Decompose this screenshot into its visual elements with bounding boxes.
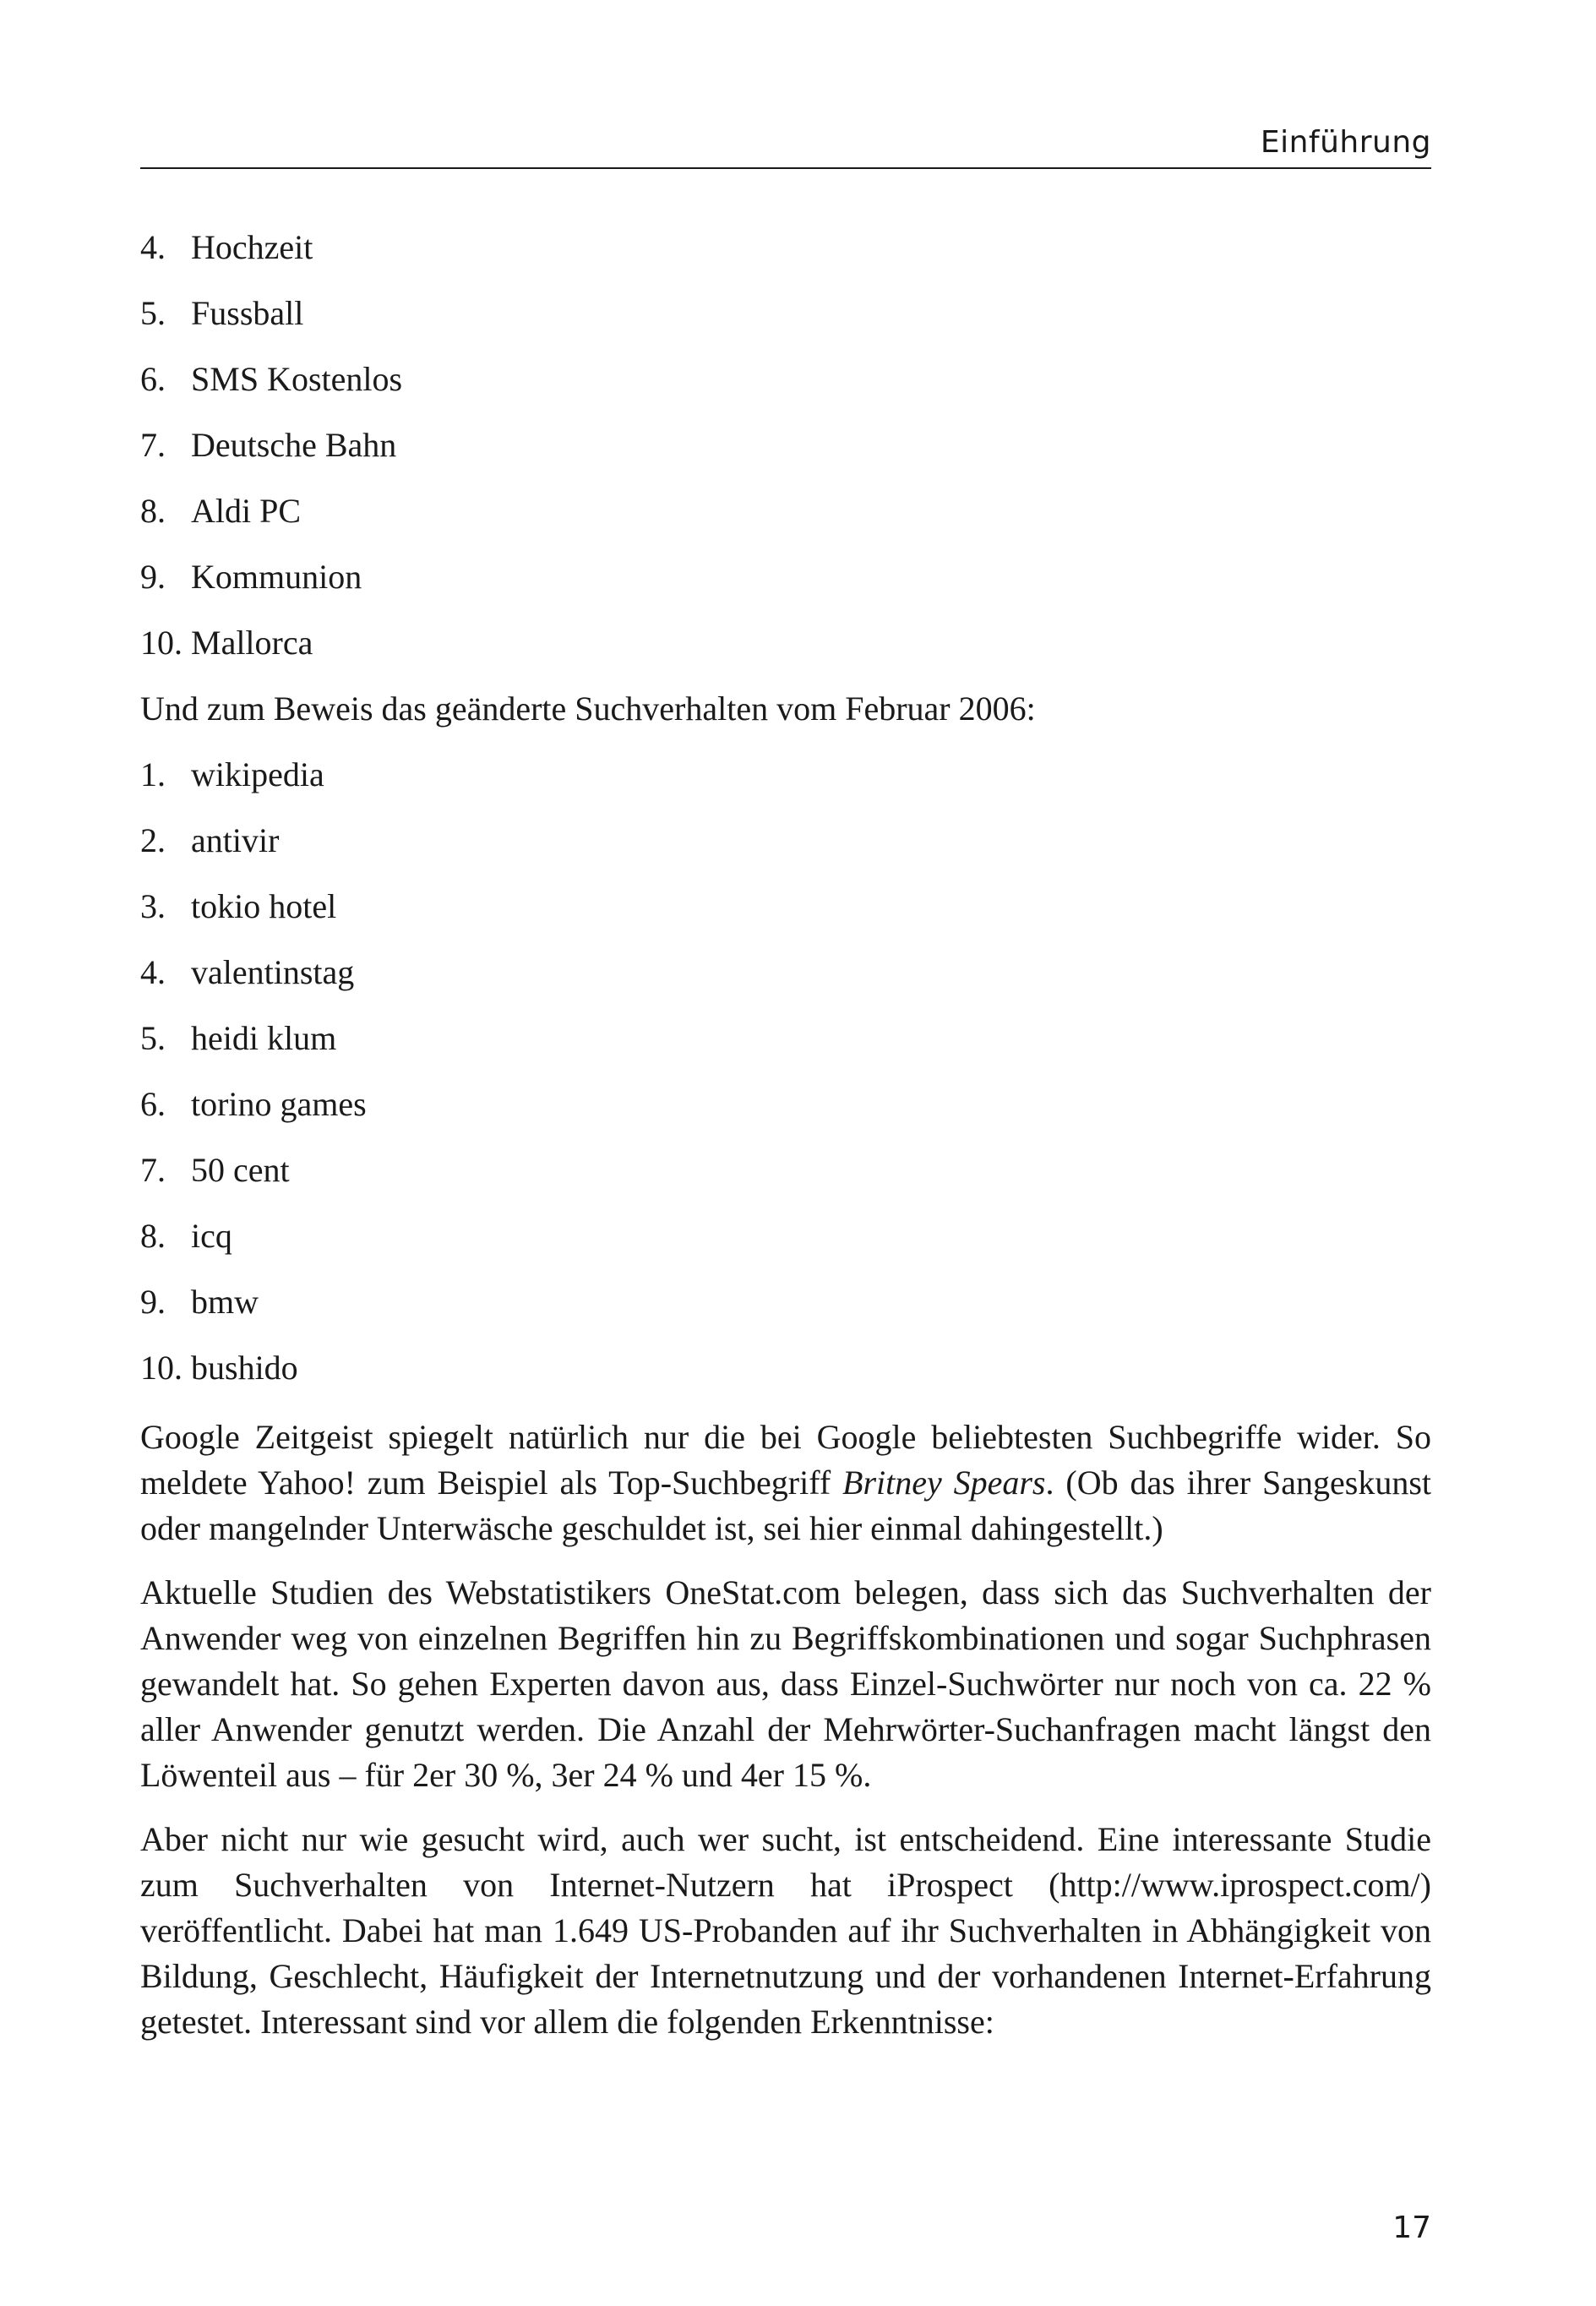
list-item: [140, 1345, 1431, 1411]
list-number: 2.: [140, 821, 166, 859]
list-number: 5.: [140, 294, 166, 332]
list-number: 8.: [140, 1217, 166, 1255]
list-text: bushido: [191, 1349, 298, 1387]
list-number: 5.: [140, 1019, 166, 1057]
list-item: [140, 950, 1431, 1016]
list-text: Hochzeit: [191, 228, 313, 266]
list-number: 9.: [140, 558, 166, 596]
list-text: antivir: [191, 821, 280, 859]
paragraph-google-zeitgeist: [140, 1415, 1431, 1551]
list-item: [140, 488, 1431, 554]
list-number: 1.: [140, 755, 166, 793]
chapter-title: Einführung: [1260, 125, 1431, 160]
list-item: [140, 225, 1431, 291]
list-text: bmw: [191, 1283, 259, 1321]
paragraph-text: Google Zeitgeist spiegelt natürlich nur die bei Google beliebtesten Suchbegriffe wider. So meldete Yahoo! zum Beispiel als Top-Suchbegriff: [140, 1418, 1431, 1502]
list-item: [140, 291, 1431, 357]
search-terms-list-february-2006: [140, 752, 1431, 1411]
list-item: [140, 1213, 1431, 1279]
list-item: [140, 818, 1431, 884]
list-item: [140, 1148, 1431, 1213]
intro-sentence: Und zum Beweis das geänderte Suchverhalten vom Februar 2006:: [140, 690, 1036, 728]
list-number: 9.: [140, 1283, 166, 1321]
list-number: 10.: [140, 1349, 182, 1387]
list-item: [140, 357, 1431, 422]
list-text: heidi klum: [191, 1019, 337, 1057]
list-number: 4.: [140, 953, 166, 991]
list-text: 50 cent: [191, 1151, 290, 1189]
paragraph-text: . (Ob das ihrer Sangeskunst oder mangelnder Unterwäsche geschuldet ist, sei hier einmal dahingestellt.): [140, 1464, 1432, 1547]
list-item: [140, 884, 1431, 950]
list-text: torino games: [191, 1085, 367, 1123]
list-item: [140, 752, 1431, 818]
list-text: Aldi PC: [191, 492, 302, 530]
list-text: Mallorca: [191, 624, 313, 662]
list-item: [140, 1082, 1431, 1148]
running-header: [140, 118, 1431, 169]
list-text: wikipedia: [191, 755, 324, 793]
search-terms-list-earlier: [140, 225, 1431, 686]
list-number: 3.: [140, 887, 166, 925]
list-item: [140, 1279, 1431, 1345]
list-number: 10.: [140, 624, 182, 662]
list-number: 4.: [140, 228, 166, 266]
list-text: Fussball: [191, 294, 304, 332]
list-text: tokio hotel: [191, 887, 337, 925]
list-text: valentinstag: [191, 953, 355, 991]
list-number: 7.: [140, 1151, 166, 1189]
list-item: [140, 554, 1431, 620]
list-text: SMS Kostenlos: [191, 360, 403, 398]
page-number: 17: [1392, 2211, 1431, 2245]
list-item: [140, 1016, 1431, 1082]
list-text: Deutsche Bahn: [191, 426, 397, 464]
list-number: 6.: [140, 1085, 166, 1123]
paragraph-iprospect: Aber nicht nur wie gesucht wird, auch wer sucht, ist entscheidend. Eine interessante Studie zum Suchverhalten von Internet-Nutzern hat iProspect (http://www.iprospect.com/) veröffentlicht. Dabei hat man 1.649 US-Probanden auf ihr Suchverhalten in Abhängigkeit von Bildung, Geschlecht, Häufigkeit der Internetnutzung und der vorhandenen Internet-Erfahrung getestet. Interessant sind vor allem die folgenden Erkenntnisse:: [140, 1820, 1431, 2041]
list-number: 8.: [140, 492, 166, 530]
list-item: [140, 422, 1431, 488]
list-item: [140, 620, 1431, 686]
list-number: 6.: [140, 360, 166, 398]
paragraph-onestat: Aktuelle Studien des Webstatistikers OneStat.com belegen, dass sich das Suchverhalten der Anwender weg von einzelnen Begriffen hin zu Begriffskombinationen und sogar Suchphrasen gewandelt hat. So gehen Experten davon aus, dass Einzel-Suchwörter nur noch von ca. 22 % aller Anwender genutzt werden. Die Anzahl der Mehrwörter-Suchanfragen macht längst den Löwenteil aus – für 2er 30 %, 3er 24 % und 4er 15 %.: [140, 1573, 1431, 1794]
list-text: icq: [191, 1217, 232, 1255]
emphasis-text: Britney Spears: [842, 1464, 1046, 1502]
list-number: 7.: [140, 426, 166, 464]
page-content: [140, 225, 1431, 2045]
list-text: Kommunion: [191, 558, 362, 596]
